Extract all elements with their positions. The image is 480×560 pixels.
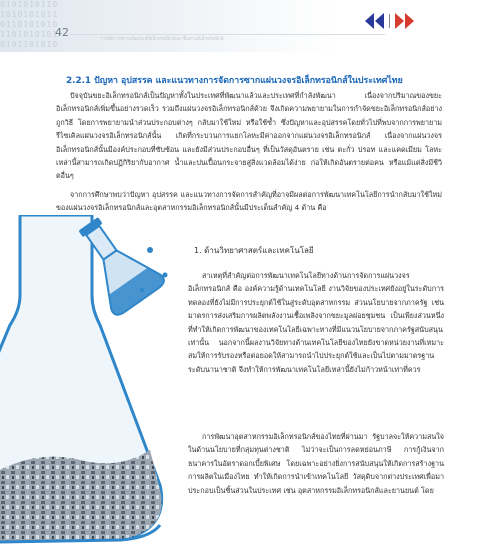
paragraph-3: สาเหตุที่สำคัญต่อการพัฒนาเทคโนโลยีทางด้านการจัดการแผ่นวงจรอิเล็กทรอนิกส์ คือ องค์ความรู้ด้านเทคโนโลยี งานวิจัยของประเทศยังอยู่ในระดับการทดลองที่ยังไม่มีการประยุกต์ใช้ในสู่ระดับอุตสาหกรรม ส่วนนโยบายจากภาครัฐ เช่น มาตรการส่งเสริมการผลิตพลังงานเชื้อเพลิงจากขยะมูลฝอยชุมชน เป็นเพียงส่วนหนึ่งที่ทำให้เกิดการพัฒนาของเทคโนโลยีเฉพาะทางที่มีแนวนโยบายจากภาครัฐสนับสนุนเท่านั้น นอกจากนี้ผลงานวิจัยทางด้านเทคโนโลยีของไทยยังขาดหน่วยงานที่เหมาะสมให้การรับรองหรือต่อยอดให้สามารถนำไปประยุกต์ใช้และเป็นไปตามมาตรฐานระดับนานาชาติ จึงทำให้การพัฒนาเทคโนโลยีเหล่านี้ยังไม่ก้าวหน้าเท่าที่ควร bbox=[188, 271, 444, 374]
section-title: 2.2.1 ปัญหา อุปสรรค และแนวทางการจัดการซากแผ่นวงจรอิเล็กทรอนิกส์ในประเทศไทย bbox=[66, 76, 403, 86]
paragraph-4: การพัฒนาอุตสาหกรรมอิเล็กทรอนิกส์ของไทยที่ผ่านมา รัฐบาลจะให้ความสนใจในด้านนโยบายที่กลุ่มทุนต่างชาติ ไม่ว่าจะเป็นการลดหย่อนภาษี การกู้เงินจากธนาคารในอัตราดอกเบี้ยพิเศษ โดยเฉพาะอย่างยิ่งการสนับสนุนให้เกิดการสร้างฐานการผลิตในเมืองไทย ทำให้เกิดการนำเข้าเทคโนโลยี วัสดุดิบจากต่างประเทศเพื่อมาประกอบเป็นชิ้นส่วนในประเทศ เช่น อุตสาหกรรมอิเล็กทรอนิกส์และยานยนต์ โดย bbox=[188, 432, 444, 495]
double-chevron-right-icon[interactable] bbox=[393, 11, 417, 31]
paragraph-1: ปัจจุบันขยะอิเล็กทรอนิกส์เป็นปัญหาทั้งในประเทศที่พัฒนาแล้วและประเทศที่กำลังพัฒนา เนื่องจากปริมาณของขยะอิเล็กทรอนิกส์เพิ่มขึ้นอย่างรวดเร็ว รวมถึงแผ่นวงจรอิเล็กทรอนิกส์ด้วย จึงเกิดความพยายามในการกำจัดขยะอิเล็กทรอนิกส์อย่างถูกวิธี โดยการพยายามนำส่วนประกอบต่างๆ กลับมาใช้ใหม่ หรือใช้ซ้ำ ซึ่งปัญหาและอุปสรรคโดยทั่วไปที่พบจากการพยายามรีไซเคิลแผ่นวงจรอิเล็กทรอนิกส์นั้น เกิดที่กระบวนการแยกโลหะมีค่าออกจากแผ่นวงจรอิเล็กทรอนิกส์ เนื่องจากแผ่นวงจรอิเล็กทรอนิกส์นั้นมีองค์ประกอบที่ซับซ้อน และยังมีส่วนประกอบอื่นๆ ที่เป็นวัสดุอันตราย เช่น ตะกั่ว ปรอท และแคดเมียม โลหะเหล่านี้สามารถเกิดปฏิกิริยากับอากาศ น้ำและปนเปื้อนกระจายสู่สิ่งแวดล้อมได้ง่าย ก่อให้เกิดอันตรายต่อคน หรือแม้แต่สิ่งมีชีวิตอื่นๆ bbox=[56, 91, 442, 181]
page-header bbox=[0, 0, 480, 52]
nav-divider bbox=[389, 14, 390, 28]
page-number: 42 bbox=[55, 26, 69, 39]
paragraph-2: จากการศึกษาพบว่าปัญหา อุปสรรค และแนวทางการจัดการสำคัญที่อาจมีผลต่อการพัฒนาเทคโนโลยีการนำกลับมาใช้ใหม่ของแผ่นวงจรอิเล็กทรอนิกส์และอุตสาหกรรมอิเล็กทรอนิกส์นั้นมีประเด็นสำคัญ 4 ด้าน คือ bbox=[56, 190, 442, 213]
sub-heading: 1. ด้านวิทยาศาสตร์และเทคโนโลยี bbox=[194, 246, 314, 255]
binary-pattern-decoration: 0101010110 1010101011 0110101010 1101010101 0101101010 bbox=[0, 0, 59, 49]
double-chevron-left-icon[interactable] bbox=[362, 11, 386, 31]
electronic-waste-pile-icon bbox=[0, 430, 180, 560]
header-caption: การจัดการซากผลิตภัณฑ์อิเล็กทรอนิกส์และชิ้นส่วนอิเล็กทรอนิกส์ bbox=[100, 37, 224, 42]
